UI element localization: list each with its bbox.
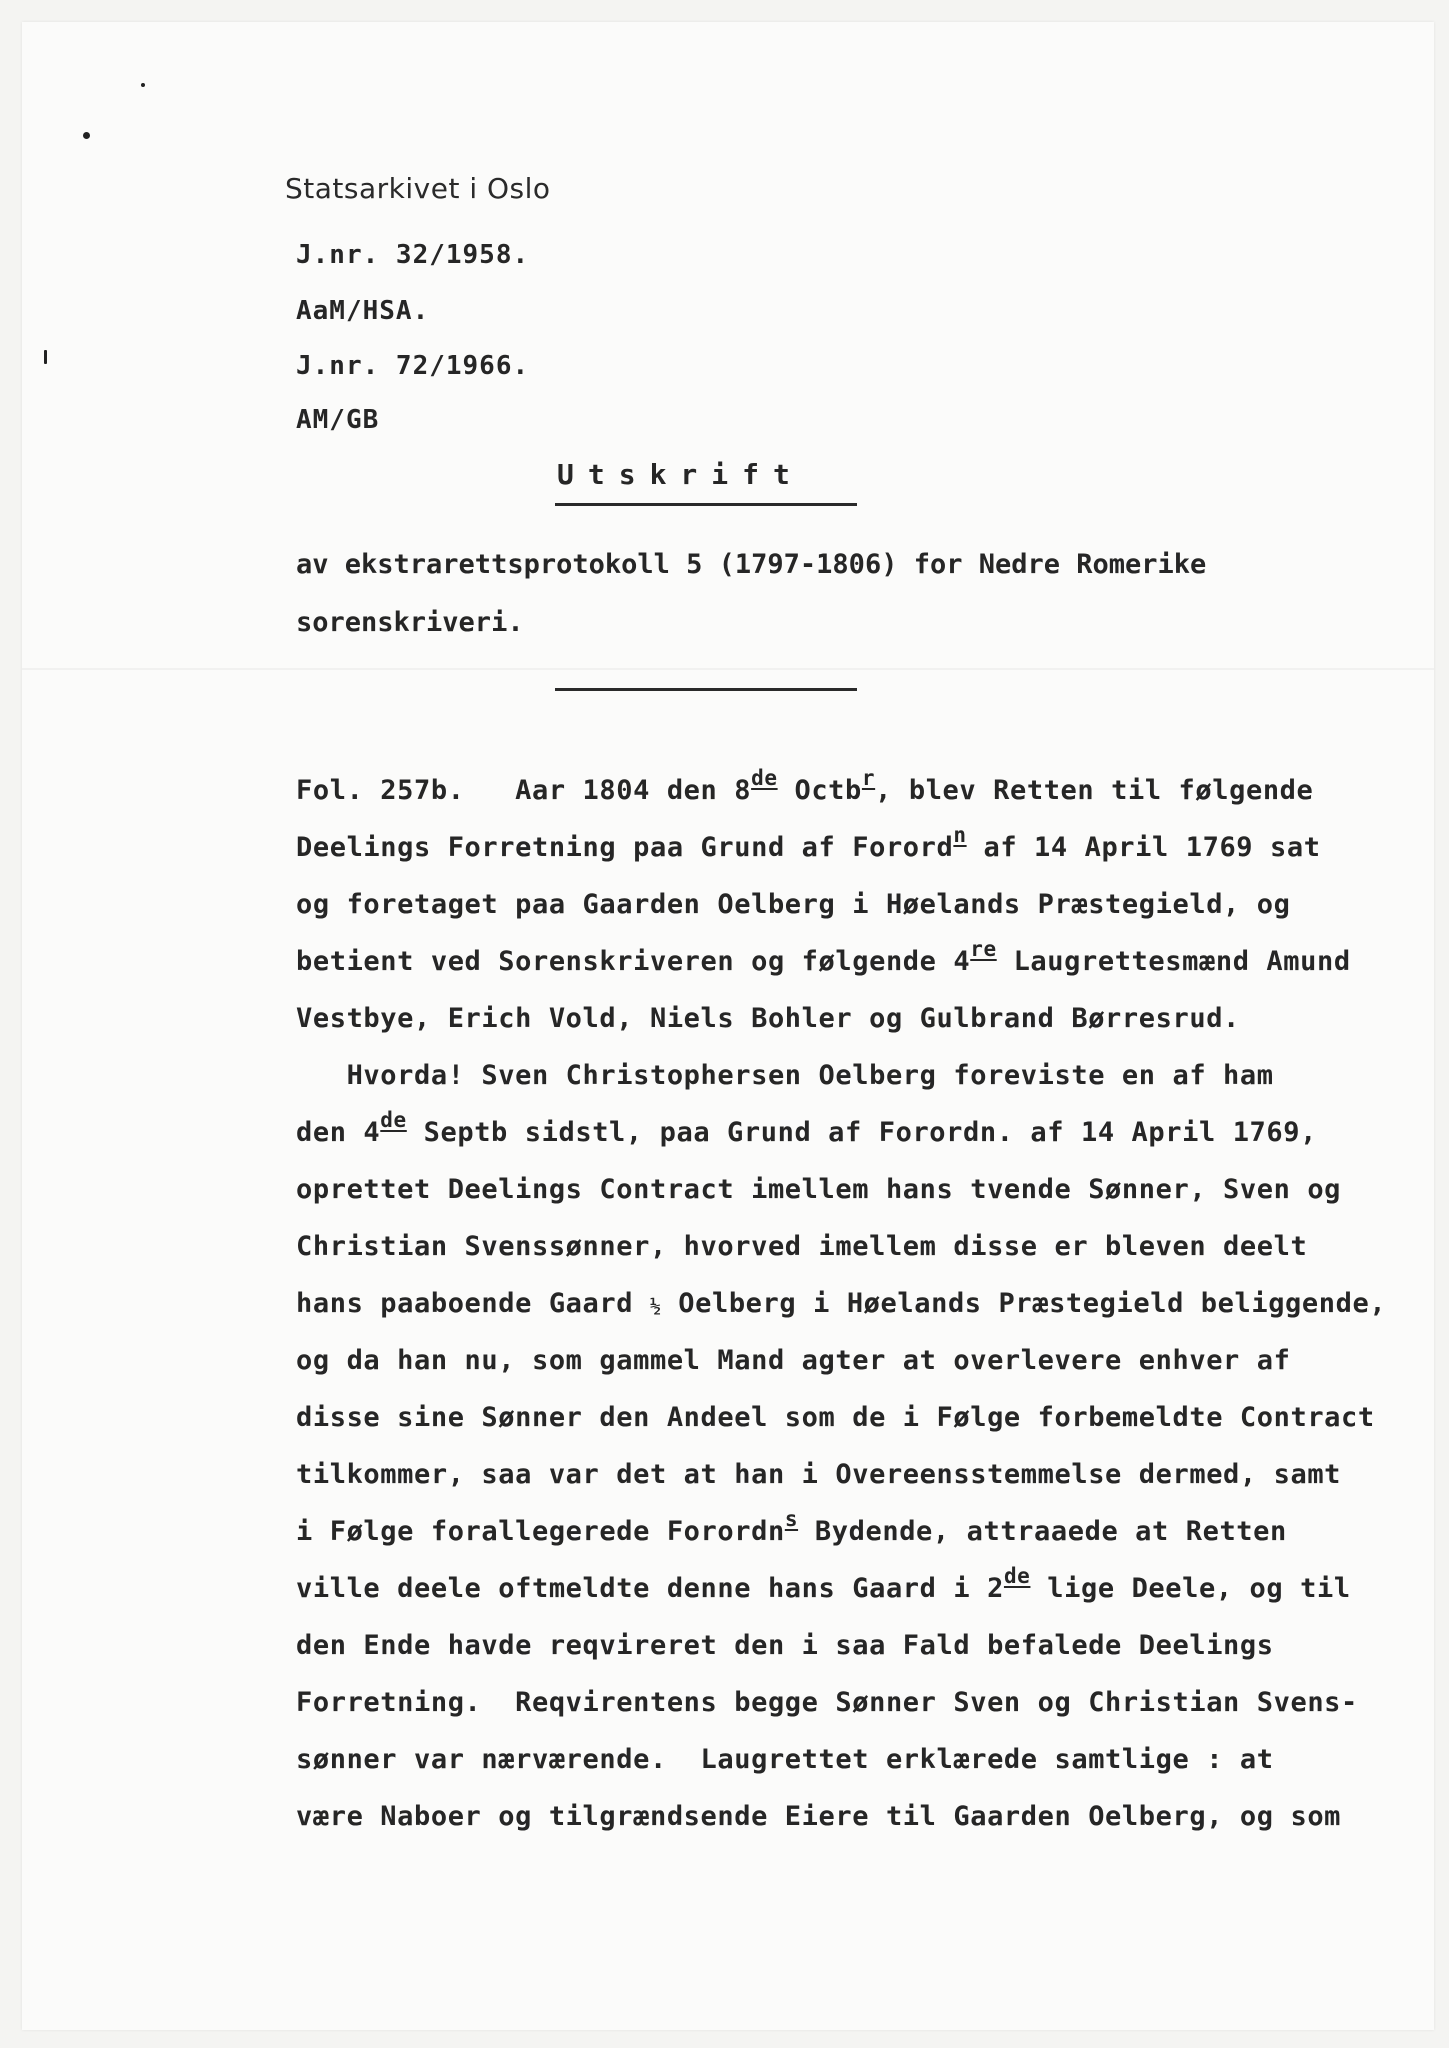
text-run: Laugrettesmænd Amund [996,946,1351,977]
body-line [296,1507,1287,1547]
text-run: betient ved Sorenskriveren og følgende 4 [296,946,971,977]
text-run: ville deele oftmeldte denne hans Gaard i 2 [296,1573,1004,1604]
body-line: oprettet Deelings Contract imellem hans tvende Sønner, Sven og [296,1174,1342,1205]
text-run: Octb [777,775,862,806]
body-line: Hvorda! Sven Christophersen Oelberg foreviste en af ham [296,1060,1274,1091]
ink-speck [141,83,145,87]
superscript: re [970,937,997,961]
body-line: den Ende havde reqvireret den i saa Fald befalede Deelings [296,1630,1274,1661]
body-line [296,1288,1386,1319]
superscript: de [1003,1564,1031,1588]
body-line: og da han nu, som gammel Mand agter at overlevere enhver af [296,1345,1291,1376]
text-run: Fol. 257b. Aar 1804 den 8 [296,775,752,806]
text-run: Deelings Forretning paa Grund af Forord [296,832,954,863]
body-line: og foretaget paa Gaarden Oelberg i Høelands Præstegield, og [296,889,1291,920]
text-run: lige Deele, og til [1030,1573,1351,1604]
body-line [296,823,1321,863]
body-line [296,1564,1351,1604]
document-title: Utskrift [557,458,804,491]
reference-line: J.nr. 72/1966. [296,351,530,381]
body-line [296,766,1314,806]
ink-speck [44,350,47,364]
body-line [296,937,1351,977]
archive-stamp: Statsarkivet i Oslo [285,172,551,205]
superscript: de [380,1108,407,1132]
paper-fold-line [22,668,1434,670]
superscript: n [953,823,967,847]
title-underline [555,503,857,506]
section-divider [555,688,857,691]
body-line: Forretning. Reqvirentens begge Sønner Sven og Christian Svens- [296,1687,1358,1718]
text-run: Septb sidstl, paa Grund af Forordn. af 14 April 1769, [406,1117,1317,1148]
body-line: sønner var nærværende. Laugrettet erklærede samtlige : at [296,1744,1274,1775]
superscript: s [784,1507,799,1531]
text-run: , blev Retten til følgende [875,775,1314,806]
reference-line: J.nr. 32/1958. [296,240,530,270]
body-line: være Naboer og tilgrændsende Eiere til Gaarden Oelberg, og som [296,1801,1342,1832]
reference-line: AaM/HSA. [296,296,430,326]
fraction: ½ [649,1296,662,1317]
body-line [296,1108,1317,1148]
body-line: tilkommer, saa var det at han i Overeensstemmelse dermed, samt [296,1459,1342,1490]
text-run: Bydende, attraaede at Retten [798,1516,1287,1547]
body-line: disse sine Sønner den Andeel som de i Følge forbemeldte Contract [296,1402,1375,1433]
superscript: de [751,766,778,790]
body-line: Vestbye, Erich Vold, Niels Bohler og Gulbrand Børresrud. [296,1003,1240,1034]
subtitle-line: sorenskriveri. [296,607,524,638]
reference-line: AM/GB [296,405,380,435]
text-run: hans paaboende Gaard [296,1288,650,1319]
superscript: r [861,766,876,790]
text-run: Oelberg i Høelands Præstegield beliggende, [661,1288,1387,1319]
ink-speck [83,132,90,139]
text-run: af 14 April 1769 sat [966,832,1321,863]
subtitle-line: av ekstrarettsprotokoll 5 (1797-1806) for Nedre Romerike [296,549,1207,580]
body-line: Christian Svenssønner, hvorved imellem disse er bleven deelt [296,1231,1308,1262]
text-run: den 4 [296,1117,381,1148]
text-run: i Følge forallegerede Forordn [296,1516,785,1547]
